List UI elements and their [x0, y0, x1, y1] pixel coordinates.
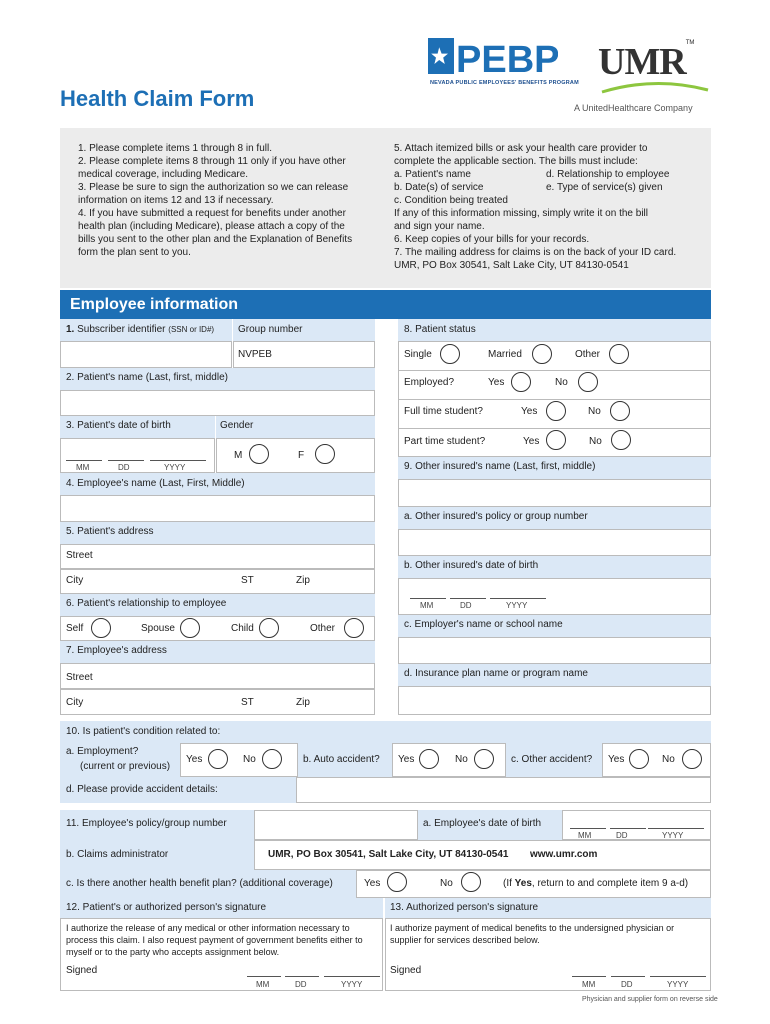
emp-dob-mm-line — [570, 828, 606, 829]
employee-city-input[interactable] — [60, 689, 375, 715]
patient-authorization-text: I authorize the release of any medical or other information necessary to process this claim. I also request payment of government benefits either to myself or to the party who accepts assignment below. — [66, 923, 363, 957]
patient-st-label: ST — [241, 575, 254, 586]
emp-dob-mm-label: MM — [578, 831, 592, 840]
parttime-no-label: No — [589, 436, 602, 447]
employed-label: Employed? — [404, 377, 455, 388]
umr-logo-text: UMR — [598, 41, 686, 83]
status-other-label: Other — [575, 349, 601, 360]
fulltime-yes-radio[interactable] — [546, 401, 566, 421]
instruction-line: UMR, PO Box 30541, Salt Lake City, UT 84130-0541 — [394, 260, 629, 271]
patient-address-label: 5. Patient's address — [66, 526, 154, 537]
other-insured-name-input[interactable] — [398, 479, 711, 507]
umr-logo — [598, 40, 710, 100]
subscriber-id-label: 1. Subscriber identifier (SSN or ID#) — [66, 324, 215, 335]
accident-details-label: d. Please provide accident details: — [66, 784, 218, 795]
instruction-line: b. Date(s) of service — [394, 182, 484, 193]
instruction-line: a. Patient's name — [394, 169, 471, 180]
instruction-line: d. Relationship to employee — [546, 169, 670, 180]
employed-no-label: No — [555, 377, 568, 388]
auth-sign-dd: DD — [621, 980, 633, 989]
employee-name-label: 4. Employee's name (Last, First, Middle) — [66, 478, 245, 489]
relationship-other-radio[interactable] — [344, 618, 364, 638]
auth-sign-yyyy-line — [650, 976, 706, 977]
instruction-line: 3. Please be sure to sign the authorization so we can release — [78, 182, 349, 193]
other-accident-yes-radio[interactable] — [629, 749, 649, 769]
other-insured-dob-input[interactable] — [398, 578, 711, 615]
auth-sign-dd-line — [611, 976, 645, 977]
employment-yes-label: Yes — [186, 754, 203, 765]
gender-label: Gender — [220, 420, 254, 431]
dob-yyyy-label: YYYY — [164, 463, 186, 472]
parttime-no-radio[interactable] — [611, 430, 631, 450]
employer-name-input[interactable] — [398, 637, 711, 664]
employed-yes-label: Yes — [488, 377, 505, 388]
other-accident-no-radio[interactable] — [682, 749, 702, 769]
employer-name-label: c. Employer's name or school name — [404, 619, 563, 630]
auto-accident-no-radio[interactable] — [474, 749, 494, 769]
instruction-line: e. Type of service(s) given — [546, 182, 663, 193]
other-plan-label: c. Is there another health benefit plan? (additional coverage) — [66, 878, 333, 889]
auto-accident-no-label: No — [455, 754, 468, 765]
claims-admin-website[interactable]: www.umr.com — [530, 849, 598, 860]
employee-name-input[interactable] — [60, 495, 375, 522]
patient-signed-label: Signed — [66, 965, 98, 976]
pebp-logo-text: PEBP — [456, 39, 558, 80]
auto-accident-label: b. Auto accident? — [303, 754, 380, 765]
patient-dob-label: 3. Patient's date of birth — [66, 420, 171, 431]
umr-tm: TM — [685, 40, 695, 46]
instruction-line: health plan (including Medicare), please attach a copy of the — [78, 221, 345, 232]
pebp-logo-mark — [428, 36, 558, 80]
status-single-radio[interactable] — [440, 344, 460, 364]
status-married-label: Married — [488, 349, 522, 360]
parttime-yes-radio[interactable] — [546, 430, 566, 450]
other-insured-policy-input[interactable] — [398, 529, 711, 556]
instructions-left — [78, 142, 398, 259]
emp-dob-dd-line — [610, 828, 646, 829]
physician-authorization-text: I authorize payment of medical benefits to the undersigned physician or supplier for services described below. — [390, 923, 675, 945]
patient-sign-yyyy-line — [324, 976, 380, 977]
relationship-label: 6. Patient's relationship to employee — [66, 598, 227, 609]
auth-sign-mm: MM — [582, 980, 596, 989]
instructions-right-col2 — [546, 168, 716, 194]
patient-status-label: 8. Patient status — [404, 324, 476, 335]
other-insured-dob-label: b. Other insured's date of birth — [404, 560, 539, 571]
instruction-line: bills you sent to the other plan and the Explanation of Benefits — [78, 234, 353, 245]
auth-sign-mm-line — [572, 976, 606, 977]
divider — [398, 370, 711, 371]
instruction-line: c. Condition being treated — [394, 195, 508, 206]
divider — [398, 399, 711, 400]
employment-label: a. Employment? — [66, 746, 139, 757]
instructions-right — [394, 142, 710, 272]
patient-sign-yyyy: YYYY — [341, 980, 363, 989]
gender-m-radio[interactable] — [249, 444, 269, 464]
patient-signature-label: 12. Patient's or authorized person's signature — [66, 902, 267, 913]
relationship-child-label: Child — [231, 623, 254, 634]
oi-dob-dd-label: DD — [460, 601, 472, 610]
relationship-spouse-radio[interactable] — [180, 618, 200, 638]
fulltime-no-radio[interactable] — [610, 401, 630, 421]
other-plan-no-radio[interactable] — [461, 872, 481, 892]
employee-st-label: ST — [241, 697, 254, 708]
group-number-label: Group number — [238, 324, 303, 335]
emp-dob-dd-label: DD — [616, 831, 628, 840]
gender-f-label: F — [298, 450, 305, 461]
instruction-line: and sign your name. — [394, 221, 485, 232]
oi-dob-yyyy-line — [490, 598, 546, 599]
patient-sign-mm: MM — [256, 980, 270, 989]
instruction-line: information on items 12 and 13 if necessary. — [78, 195, 274, 206]
oi-dob-mm-line — [410, 598, 446, 599]
umr-subtitle: A UnitedHealthcare Company — [574, 103, 693, 113]
instructions-panel — [60, 128, 711, 288]
status-single-label: Single — [404, 349, 432, 360]
instruction-line: complete the applicable section. The bills must include: — [394, 156, 638, 167]
auth-sign-yyyy: YYYY — [667, 980, 689, 989]
patient-city-label: City — [66, 575, 84, 586]
oi-dob-mm-label: MM — [420, 601, 434, 610]
status-other-radio[interactable] — [609, 344, 629, 364]
oi-dob-yyyy-label: YYYY — [506, 601, 528, 610]
section-title-employee-information: Employee information — [60, 290, 711, 319]
dob-dd-label: DD — [118, 463, 130, 472]
patient-name-label: 2. Patient's name (Last, first, middle) — [66, 372, 228, 383]
relationship-self-label: Self — [66, 623, 84, 634]
emp-dob-yyyy-line — [648, 828, 704, 829]
condition-related-label: 10. Is patient's condition related to: — [66, 726, 221, 737]
claims-admin-label: b. Claims administrator — [66, 849, 169, 860]
employment-yes-radio[interactable] — [208, 749, 228, 769]
other-plan-note: (If Yes, return to and complete item 9 a-d) — [503, 878, 689, 889]
other-plan-yes-radio[interactable] — [387, 872, 407, 892]
employment-no-radio[interactable] — [262, 749, 282, 769]
employment-no-label: No — [243, 754, 256, 765]
instruction-line: 5. Attach itemized bills or ask your health care provider to — [394, 143, 648, 154]
form-title: Health Claim Form — [60, 86, 255, 111]
gender-f-radio[interactable] — [315, 444, 335, 464]
instruction-line: 6. Keep copies of your bills for your records. — [394, 234, 590, 245]
pebp-subtitle: NEVADA PUBLIC EMPLOYEES' BENEFITS PROGRAM — [430, 80, 579, 86]
dob-yyyy-line — [150, 460, 206, 461]
patient-sign-dd-line — [285, 976, 319, 977]
fulltime-label: Full time student? — [404, 406, 483, 417]
footer-note: Physician and supplier form on reverse side — [582, 996, 718, 1003]
gender-m-label: M — [234, 450, 243, 461]
patient-zip-label: Zip — [296, 575, 310, 586]
claims-admin-address: UMR, PO Box 30541, Salt Lake City, UT 84130-0541 — [268, 849, 509, 860]
employee-policy-input[interactable] — [254, 810, 418, 840]
patient-sign-dd: DD — [295, 980, 307, 989]
fulltime-yes-label: Yes — [521, 406, 538, 417]
employed-yes-radio[interactable] — [511, 372, 531, 392]
divider — [398, 428, 711, 429]
group-number-value: NVPEB — [238, 349, 272, 360]
other-accident-no-label: No — [662, 754, 675, 765]
parttime-label: Part time student? — [404, 436, 486, 447]
dob-mm-line — [66, 460, 102, 461]
patient-city-input[interactable] — [60, 569, 375, 594]
dob-mm-label: MM — [76, 463, 90, 472]
patient-name-input[interactable] — [60, 390, 375, 416]
employment-sub-label: (current or previous) — [80, 761, 171, 772]
authorized-signed-label: Signed — [390, 965, 422, 976]
relationship-self-radio[interactable] — [91, 618, 111, 638]
instruction-line: 4. If you have submitted a request for benefits under another — [78, 208, 346, 219]
insurance-plan-input[interactable] — [398, 686, 711, 715]
instruction-line: 7. The mailing address for claims is on the back of your ID card. — [394, 247, 677, 258]
other-insured-name-label: 9. Other insured's name (Last, first, middle) — [404, 461, 596, 472]
other-accident-yes-label: Yes — [608, 754, 625, 765]
patient-street-input[interactable] — [60, 544, 375, 569]
instruction-line: 1. Please complete items 1 through 8 in full. — [78, 143, 272, 154]
insurance-plan-label: d. Insurance plan name or program name — [404, 668, 588, 679]
emp-dob-yyyy-label: YYYY — [662, 831, 684, 840]
authorized-signature-label: 13. Authorized person's signature — [390, 902, 539, 913]
oi-dob-dd-line — [450, 598, 486, 599]
instruction-line: form the plan sent to you. — [78, 247, 191, 258]
relationship-child-radio[interactable] — [259, 618, 279, 638]
employee-city-label: City — [66, 697, 84, 708]
accident-details-input[interactable] — [296, 777, 711, 803]
patient-sign-mm-line — [247, 976, 281, 977]
auto-accident-yes-radio[interactable] — [419, 749, 439, 769]
employee-street-label: Street — [66, 672, 93, 683]
relationship-spouse-label: Spouse — [141, 623, 175, 634]
auto-accident-yes-label: Yes — [398, 754, 415, 765]
patient-street-label: Street — [66, 550, 93, 561]
status-married-radio[interactable] — [532, 344, 552, 364]
instruction-line: If any of this information missing, simply write it on the bill — [394, 208, 648, 219]
instruction-line: medical coverage, including Medicare. — [78, 169, 249, 180]
other-plan-yes-label: Yes — [364, 878, 381, 889]
fulltime-no-label: No — [588, 406, 601, 417]
other-plan-no-label: No — [440, 878, 453, 889]
parttime-yes-label: Yes — [523, 436, 540, 447]
subscriber-id-input[interactable] — [60, 341, 232, 368]
employee-dob-label: a. Employee's date of birth — [423, 818, 542, 829]
instruction-line: 2. Please complete items 8 through 11 only if you have other — [78, 156, 346, 167]
employee-policy-label: 11. Employee's policy/group number — [66, 818, 227, 829]
other-insured-policy-label: a. Other insured's policy or group number — [404, 511, 588, 522]
employee-street-input[interactable] — [60, 663, 375, 689]
relationship-other-label: Other — [310, 623, 336, 634]
umr-swoosh-icon — [600, 80, 710, 96]
other-accident-label: c. Other accident? — [511, 754, 593, 765]
employee-address-label: 7. Employee's address — [66, 645, 167, 656]
employed-no-radio[interactable] — [578, 372, 598, 392]
dob-dd-line — [108, 460, 144, 461]
employee-zip-label: Zip — [296, 697, 310, 708]
